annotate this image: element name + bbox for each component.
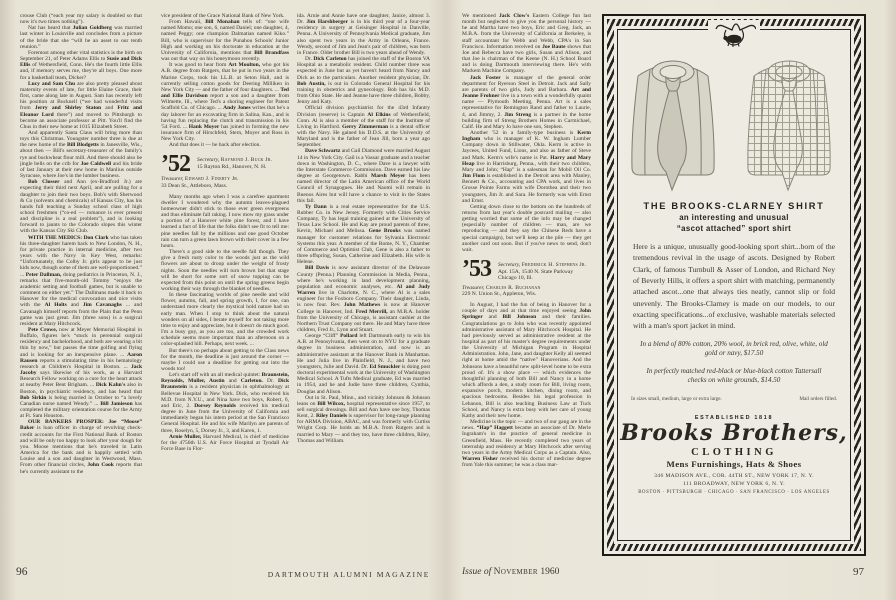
check-ascot-shirt xyxy=(748,61,830,190)
class-year-numeral: ’53 xyxy=(462,256,491,283)
ad-content-area xyxy=(617,29,851,541)
ad-body-copy: Here is a unique, unusually good-looking sport shirt...born of the tremendous revival in the usage of ascots. Designed by Robert Clark, of famous Turnbull & Asser of London, and Richard Ney of Beverly Hills, it offers a sport shirt with matching, permanently attached ascot...one that always ties neatly, cannot slip or fold unevenly. The Brooks-Clarney is made on our models, to our exacting specifications...of exclusive, washable materials selected with a man's sport jacket in mind. xyxy=(633,242,835,331)
paragraph: Arnie Muller, Harvard Medical, is chief of medicine for the 4756th U.S. Air Force Hospital at Tyndall Air Force Base in Flor- xyxy=(161,433,289,453)
class-officer: Treasurer, Charles R. Buchanan 229 N. Union St., Appleton, Wis. xyxy=(462,284,541,298)
paragraph: There's a good side to the needle fall though. They give a fresh rusty color to the woods just as the wild flowers are about to droop under the weight of frosty nights. Soon the needles will turn brown but that stage will be short for some sort of snow topping can be expected from this point on until the spring greens begin working their way through the blanket of needles. xyxy=(161,249,289,292)
ad-subhead-line2: “ascot attached” sport shirt xyxy=(676,223,792,233)
paragraph: But there's no perhaps about getting to the Class news for the month, the deadline is just around the corner — maybe I could use a deadline for getting out into the woods too! xyxy=(161,347,289,372)
paragraph: ida. Arnie and Annie have one daughter, Janice, almost 3. Dr. Jim Harshberger is in his third year of a four-year residency in surgery at Geisinger Hospital in Danville, Penna. A University of Pennsylvania Medical graduate, Jim also spent two years in the Army in Orleans, France. Wendy, second of Jim and Jean's pair of children, was born in France. Older brother Bill is two years ahead of Wendy. xyxy=(297,13,430,56)
paragraph: And that does it — be back after election. xyxy=(169,142,261,149)
class-note-heading xyxy=(462,256,591,298)
issue-footer xyxy=(462,567,559,577)
paragraph: Ty Dann is a real estate representative for the U.S. Rubber Co. in New Jersey. Formerly with Cities Service Company, Ty has legal training gained at the University of Texas Law School. He and Kay are proud parents of three, Kevin, Michael and Melissa. Gene Brooks was named manager for customer relations for Sylvania Electronic Systems this year. A member of the Rome, N. Y., Chamber of Commerce and Optimist Club, Gene is also a father to three offspring, Susan, Catherine and Elizabeth. His wife is Helene. xyxy=(297,203,430,266)
class-officer: Secretary, Raymond J. Buck Jr. 15 Rayton Rd., Hanover, N. H. xyxy=(197,157,273,171)
ad-address-madison: 346 MADISON AVE., COR. 44TH ST., NEW YORK 17, N. Y. xyxy=(654,472,814,479)
ad-mail-orders-note: Mail orders filled. xyxy=(799,395,837,402)
text-column-4 xyxy=(462,13,591,562)
brooks-brothers-ad xyxy=(602,14,866,556)
ad-clothing-label: CLOTHING xyxy=(691,446,777,458)
ad-sizes-note: In sizes small, medium, large or extra large. xyxy=(631,395,722,402)
text-column-1 xyxy=(20,13,142,562)
paragraph: Pete Crowe, now at Meyer Memorial Hospital in Buffalo, figures he's “stuck in perennial surgical residency and bachelorhood, and both are wearing a bit thin by now,” but passes the time golfing and flying and is looking for an inexpensive plane. ... Aaron Rausen reports a stimulating time in his hematology research at Children's Hospital in Boston. ... Jack Jacoby says likewise of his work, as a Harvard Research Fellow working on a cure for the heart attack at nearby Peter Bent Brigham. ... Dick Kahn's also in Boston, in psychiatric residency, and has heard that Bob Sirkin is being married in October to “a lovely Canadian nurse named Wendy.” ... Bill Jamieson has completed the military orientation course for the Army at Ft. Sam Houston. xyxy=(20,326,142,420)
issue-year: 1960 xyxy=(540,567,560,577)
magazine-title-footer: DARTMOUTH ALUMNI MAGAZINE xyxy=(267,570,430,579)
paragraph: Out in St. Paul, Minn., and vicinity Johnson & Johnson leans on Bill Wilcox, hospital representative since 1957, to sell surgical dressings. Bill and Ann have one boy, Thomas Kent, 2. Riley Daniels is supervisor for long-range planning for ARMA Division, ABAC, and was formerly with Curtiss Wright Corp. He holds an M.B.A. from Rutgers and is married to Mary — and they too, have three children, Riley, Thomas and William. xyxy=(297,394,430,444)
ad-outer-frame xyxy=(604,16,864,554)
text-column-2 xyxy=(161,13,289,562)
issue-month: November xyxy=(493,567,538,577)
page-number-right: 97 xyxy=(853,566,864,578)
paragraph: Another '52 in a family-type business is Kerm Ingham who is manager of K. W. Ingham Lumber Company down in Stillwater, Okla. Kerm is active in Jaycees, United Fund, Lions, and also as father of Steve and Mark. Kerm's wife's name is Pat. Harry and Mary Heap live in Harrisburg, Penna., with their two children, Mary and John; “Hap” is a salesman for Mobil Oil Co. Jim Flom is established in the Detroit area with Manley, Bennett & Co., accounting and CPA work, and lives in Grosse Pointe Farms with wife Dorothea and their two youngsters, Jim Jr. and Sara. He formerly was with Ernst and Ernst. xyxy=(462,129,591,204)
ad-offer-tattersall: In perfectly matched red-black or blue-black cotton Tattersall checks on white grounds, $14.50 xyxy=(646,366,822,385)
paragraph: Nat has heard that Julian Goldberg was married last winter in Louisville and concludes from a picture of the bride that she “will be an asset to our tenth reunion.” xyxy=(20,25,142,50)
ad-headline: THE BROOKS-CLARNEY SHIRT xyxy=(643,201,825,211)
class-officer: Secretary, Frederick H. Stephens Jr. Apt. 15A, 1540 N. State Parkway Chicago 10, Ill. xyxy=(498,262,587,282)
ascot-shirts-illustration xyxy=(621,42,847,192)
ad-store-cities: BOSTON · PITTSBURGH · CHICAGO · SAN FRANCISCO · LOS ANGELES xyxy=(638,489,830,495)
ad-size-row xyxy=(631,396,837,402)
paragraph: We mentioned Jack Clow's Eastern College fun last month but neglected to give you the personal history — he and Martha have two boys, Eric and Greg. Jack, an M.B.A. from the University of California at Berkeley, is staff accountant for Webb and Webb, CPA's in San Francisco. Information received on Joe Baute shows that Joe and Rebecca have two girls, Susan and Alison, and that Joe is chairman of the Keene (N. H.) School Board and is doing Dartmouth interviewing there. He's with Markem Machine Company. xyxy=(462,13,591,75)
page-number-left: 96 xyxy=(16,566,28,578)
paragraph: Getting down close to the bottom on the hundreds of returns from last year's double postcard mailing — also getting worried that some of the info may be changed (especially number of children — man, are we reproducing — and they say the Chinese Reds have a special campaign), but we'll keep at the pile — they get another card out soon. But if you've news to send, don't wait. xyxy=(462,203,591,253)
paragraph: Foremost among other vital statistics is the birth on September 21, of Peter Adams Ellis to Susie and Dick Ellis of Wethersfield, Conn. He's the fourth little Ellis and, if memory serves me, they're all boys. One more for a basketball team, Dicker? xyxy=(20,49,142,81)
issue-prefix: Issue of xyxy=(462,567,492,577)
ad-address-broadway: 111 BROADWAY, NEW YORK 6, N. Y. xyxy=(682,480,786,487)
paragraph: Dave Schwartz and Gail Diamond were married August 14 in New York City. Gail is a Vassar graduate and a teacher down in Washington, D. C., where Dave is a lawyer with the Interstate Commerce Commission. Dave earned his law degree at Georgetown. Rabbi Marsh Meyer has been named director of the Latin American office of the World Council of Synagogues. He and Naomi will remain in Buenos Aires but will have a chance to visit in the States this fall. xyxy=(297,148,430,204)
paragraph: In August, I had the fun of being in Hanover for a couple of days and at that time enjoyed seeing John Springer and Bill Johnson and their families. Congratulations go to John who was recently appointed administrative assistant of Mary Hitchcock Hospital. He had previously served as administrative resident at the hospital as part of his master's degree requirements under the University of Michigan Program in Hospital Administration. John, Jane, and daughter Kelly all seemed right at home amid the “native” Hanoverians. And the Johnsons have a beautiful new split-level home to be extra proud of. It's a show place — which evidences the thoughtful planning of both Bill and Nancy in a home which affords a den, a study room for Bill, living room, expansive porch, modern kitchen, dining room, and spacious bedrooms. Besides his legal profession in Lebanon, Bill is also teaching Business Law at Tuck School, and Nancy is extra busy with her care of young Kathy and their new home. xyxy=(462,302,591,419)
brooks-brothers-logotype: Brooks Brothers, xyxy=(620,419,848,446)
ad-subhead-line1: an interesting and unusual xyxy=(679,213,789,222)
paragraph: And apparently Santa Claus will bring more than toys this Christmas. Youngster number three is due at the new home of the Bill Blodgetts in Janesville, Wis., about then — Bill's secretary-treasurer of the family's rye and buckwheat flour mill. And there should also be jingle bells on the crib for Joe Caldwell and his bride of last January at their new home in Manlius outside Syracuse, where Joe's in the lumber business. xyxy=(20,129,142,180)
paragraph: Bob Closser and Ann (ex-Bradford Jr.) are expecting their third next April, and are pulling for a daughter to join their two boys. Bob's with Sherwood & Co (solvents and chemicals) of Kansas City, has his hands full teaching a Sunday school class of high school freshmen (“co-ed — romance is ever present and discipline is a real problem”), and is looking forward to jaunts to the Colorado slopes this winter with the Kansas City Ski Club. xyxy=(20,179,142,235)
paragraph: Many months ago when I was a carefree apartment dweller I wondered why the autumn leaves-plagued homeowner didn't stick to those ever green evergreens and thus eliminate fall raking. I now mow my grass under a portion of a Hanover white pine forest, and I have learned a fact of life that the folks didn't see fit to tell me: pine needles fall by the millions and one good October rain can turn a green lawn brown with their cover in a few hours. xyxy=(161,193,289,249)
ad-offer-wool-blend: In a blend of 80% cotton, 20% wool, in brick red, olive, white, old gold or navy, $17.50 xyxy=(640,339,828,358)
text-column-3 xyxy=(297,13,430,562)
paragraph: Let's start off with an all medical quintet: Braunstein, Reynolds, Muller, Austin and Carleton. Dr. Dick Braunstein is a resident physician in ophthalmology at Bellevue Hospital in New York. Dick, who received his M.D. from N.Y.U., and Nina have two boys, Robert, 6, and Eric, 2. Dorsey Reynolds received his medical degree in June from the University of California and immediately began his intern period at the San Francisco General Hospital. He and his wife Marilyn are parents of three, Roselyn, 5, Dorsey Jr., 3, and Karen, 1. xyxy=(161,372,289,434)
ad-subhead xyxy=(618,213,850,234)
ad-rope-border xyxy=(607,19,861,551)
paragraph: vice president of the Grace National Bank of New York. xyxy=(161,13,285,19)
paragraph: Medicine is the topic — and two of our gang are in the news. “Hap” Haggett became an associate of Dr. Merle Ingraham's in the practice of general medicine in Greenfield, Mass. He recently completed two years of internship and residency at Mary Hitchcock after serving two years in the Army Medical Corps as a Captain. Also, Warren Fisher received his doctor of medicine degree from Yale this summer; he was a class mar- xyxy=(462,419,591,469)
paragraph: Official division psychiatrist for the 43rd Infantry Division (reserve) is Captain Al Elkins of Wethersfield, Conn. Al is also a member of the staff for the Institute of Living in Hartford. Gerry Zimmerman is a dental officer with the Navy. He gained his D.D.S. at the University of Maryland and is the father of Jean Jill, born a year ago September. xyxy=(297,105,430,149)
paragraph: WITH THE MEDICS: Don Clark who has taken his three-daughter harem back to New London, N. H., for private practice in internal medicine, after two years with the Navy in Key West, remarks: “Unfortunately, the Colby Jr. girls appear to be just kids now, though some of them are well-proportioned.” ... Peter Dallman, doing pediatrics in Princeton, N. J., remarks that five-month-old Tommy “enjoys the academic setting and football games, but is unable to comment on either yet.” The Dallmans made it back to Hanover for the medical convocation and nice visits with the Al Holts and Jim Cavanaghs ... and Cavanagh himself reports from the Plain that the Penn game was just great. Jim (three sons) is a surgical resident at Mary Hitchcock. xyxy=(20,234,142,327)
paragraph: From Hawaii, Bill Monahan tells of: “one wife named Momo; one son, 6, named Daniel; one daughter, 4, named Peggy; one champion Dalmatian named Kiko.” Bill, who is supervisor for the Punahou Schools' Junior High and working on his doctorate in education at the University of California, mentions that Bill Brandfass was out that way on his honeymoon recently. xyxy=(161,19,289,63)
solid-ascot-shirt xyxy=(632,61,714,190)
paragraph: OUR BANKERS PROSPER: Joe “Moose” Baker is loan officer in charge of revolving check-credit accounts for the First National Bank of Boston and will be only too happy to look after your dough for you. Moose mentions that he's traveled in Latin America for the bank and is happily settled with Louise and a son and daughter in Westwood, Mass. From other financial circles, John Cook reports that he's currently assistant to the xyxy=(20,419,142,475)
paragraph: In these fascinating worlds of pine needle and wild flower, autumn, fall, and spring growth, I, for one, can understand more clearly the mystical hold nature had on early man. When I stop to think about the natural wonders on all sides, I berate myself for not taking more time to enjoy and appreciate, but it doesn't do much good. I'm a busy guy, as you are too, and the crowded work schedule seems more important than an afternoon on a color-splashed hill. Perhaps, next week. ... xyxy=(161,292,289,348)
paragraph: Dr. Dick Carleton has joined the staff of the Boston VA Hospital as a metabolic resident. Child number three was expected in June but as yet haven't heard from Nancy and Dick as to the particulars. Another resident physician, Dr. Bob Austin, is out in Colorado General Hospital for his training in obstetrics and gynecology. Bob has his M.D. from Ohio State. He and Jeanne have three children, Bobby, Jenny and Katy. xyxy=(297,56,430,106)
paragraph: It was good to hear from Art Moulton, who got his A.B. degree from Rutgers, that he put in two years in the Marine Corps, took his LL.B. at Seton Hall, and is currently selling cotton goods for Deering Milliken in New York City — and the father of four daughters. ... Ted and Ellie Davidson report a son and a daughter from Wilmette, Ill., where Ted's a shoring engineer for Patent Scaffold Co. of Chicago. ... Andy Jones writes that he's a day laborer for an excavating firm in Salina, Kan., and is having fun replacing the clutch and transmission in his '54 Ford. ... Hank Moyer has joined in forming the new insurance firm of Hirschfeld, Stern, Moyer and Ross in New York City. xyxy=(161,62,289,143)
paragraph: Bill Davis is now assistant director of the Delaware County (Penna.) Planning Commission in Media, Penna., where he's working in land development planning, population and economic analyses, etc. Al and Judy Warren live in Charlotte, N. C., where Al is a sales engineer for the Foxboro Company. Their daughter, Linda, is now four. Rev. John Mathews is now at Hanover College in Hanover, Ind. Fred Merrill, an M.B.A. holder from the University of Chicago, is assistant cashier at the Northern Trust Company out there. He and Mary have three children, Fred Jr., Lynn and Stuart. xyxy=(297,265,430,333)
class-officer: Treasurer, Edward J. Finerty Jr. 33 Dean St., Attleboro, Mass. xyxy=(161,176,239,190)
paragraph: crouse Club (“each year my salary is doubled so that now it's two times nothing”). xyxy=(20,13,142,26)
paragraph: Jack Foster is manager of the general order department for Ryerson Steel in Detroit. Jack and Sally are parents of two girls, Judy and Barbara. Art and Jeanne Frohner live in a town with a wonderfully quaint name — Plymouth Meeting, Penna. Art is a sales representative for Remington Rand and father to Laurie, 4, and Jimmy, 2. Jim Streng is a partner in the home building firm of Streng Brothers Homes in Carmichael, Calif. He and Mary Jo have one son, Stephen. xyxy=(462,74,591,130)
ad-established-line: ESTABLISHED 1818 xyxy=(694,414,774,421)
ad-furnishings-label: Mens Furnishings, Hats & Shoes xyxy=(666,458,802,469)
golden-fleece-icon xyxy=(708,20,760,52)
class-year-numeral: ’52 xyxy=(161,151,190,178)
paragraph: Lucy and Sam Chu are also pretty pleased about maternity events of late, for little Elaine Grace, their first, came along late in August. Sam has recently left his position at Bucknell (“we had wonderful visits from Jerry and Shirley Staton and Fritz and Eleanor Lord there”) and moved to Pittsburgh to become an associate professor at Pitt. You'll find the Chus in their new home at 1015 Elizabeth Street. xyxy=(20,80,142,130)
paragraph: George “Cliff” Pollard left Dartmouth early to win his A.B. at Pennsylvania, then went on to NYU for a graduate degree in business administration, and now is an administrative assistant at the Hanover Bank in Manhattan. He and Julia live in Plainfield, N. J., and have two youngsters, Julie and David. Dr. Ed Smuckler is doing post doctoral experimental work at the University of Washington Medical School. A Tufts Medical graduate, Ed was married in 1954, and he and Judie have three children, Cynthia, Douglas and Alison. xyxy=(297,333,430,395)
class-note-heading xyxy=(161,151,289,190)
